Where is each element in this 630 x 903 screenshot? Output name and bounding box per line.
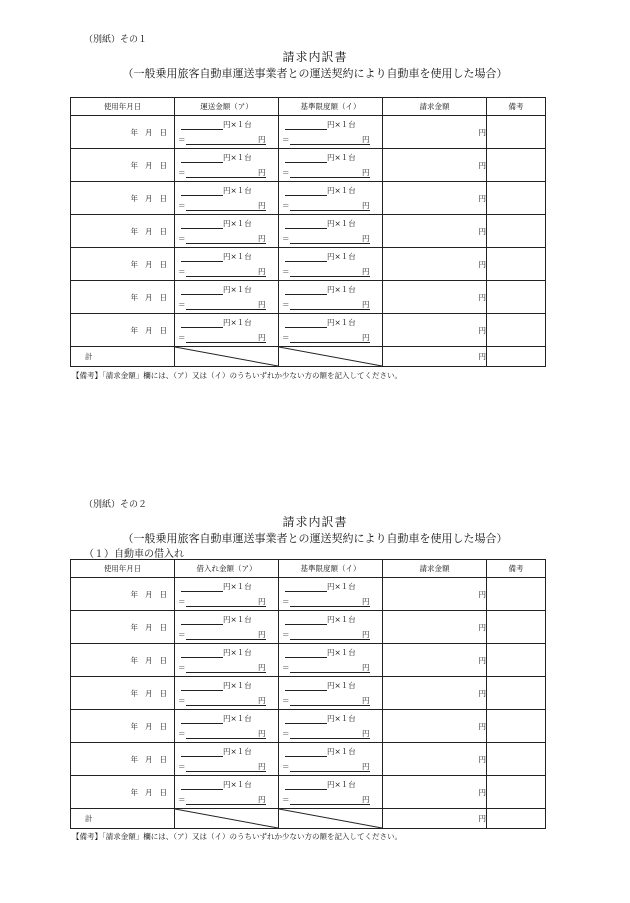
yen-blank: 円 <box>290 596 370 607</box>
yen-blank: 円 <box>290 134 370 145</box>
total-label: 計 <box>71 809 175 829</box>
equals-sign: ＝ <box>178 300 186 309</box>
diagonal-line <box>175 809 278 828</box>
total-line <box>178 266 272 277</box>
unit-price-line <box>285 680 379 691</box>
limit-cell[interactable] <box>279 776 383 809</box>
total-line <box>282 167 376 178</box>
blank-line <box>181 681 223 691</box>
diagonal-line <box>175 347 278 366</box>
header-claim: 請求金額 <box>383 98 487 116</box>
unit-price-line <box>181 284 275 295</box>
total-line <box>282 134 376 145</box>
blank-line <box>181 318 223 328</box>
limit-cell[interactable] <box>279 743 383 776</box>
remarks-cell[interactable] <box>487 149 546 182</box>
total-line <box>178 233 272 244</box>
equals-sign: ＝ <box>282 762 290 771</box>
yen-blank: 円 <box>290 233 370 244</box>
blank-line <box>285 318 327 328</box>
per-unit-text: 円×１台 <box>223 252 252 261</box>
yen-blank: 円 <box>290 200 370 211</box>
total-line <box>178 299 272 310</box>
date-cell[interactable]: 年月日 <box>71 149 175 182</box>
equals-sign: ＝ <box>282 597 290 606</box>
yen-blank: 円 <box>186 233 266 244</box>
per-unit-text: 円×１台 <box>327 582 356 591</box>
date-cell[interactable]: 年月日 <box>71 116 175 149</box>
total-line <box>178 761 272 772</box>
unit-price-line <box>181 251 275 262</box>
amount-cell[interactable] <box>175 182 279 215</box>
per-unit-text: 円×１台 <box>223 318 252 327</box>
crossed-cell <box>279 347 383 367</box>
header-limit: 基準限度額（イ） <box>279 98 383 116</box>
remarks-cell[interactable] <box>487 248 546 281</box>
total-line <box>282 695 376 706</box>
yen-blank: 円 <box>186 167 266 178</box>
per-unit-text: 円×１台 <box>223 186 252 195</box>
blank-line <box>285 219 327 229</box>
amount-cell[interactable] <box>175 215 279 248</box>
header-date: 使用年月日 <box>71 560 175 578</box>
per-unit-text: 円×１台 <box>327 219 356 228</box>
total-row <box>71 809 546 829</box>
unit-price-line <box>285 152 379 163</box>
header-remarks: 備考 <box>487 98 546 116</box>
per-unit-text: 円×１台 <box>223 153 252 162</box>
blank-line <box>285 153 327 163</box>
remarks-cell[interactable] <box>487 644 546 677</box>
date-cell[interactable]: 年月日 <box>71 677 175 710</box>
unit-price-line <box>181 581 275 592</box>
per-unit-text: 円×１台 <box>223 582 252 591</box>
per-unit-text: 円×１台 <box>223 747 252 756</box>
remarks-cell[interactable] <box>487 677 546 710</box>
per-unit-text: 円×１台 <box>327 615 356 624</box>
equals-sign: ＝ <box>178 795 186 804</box>
equals-sign: ＝ <box>178 696 186 705</box>
claim-cell[interactable]: 円 <box>383 215 487 248</box>
crossed-cell <box>175 809 279 829</box>
claim-cell[interactable]: 円 <box>383 182 487 215</box>
amount-cell[interactable] <box>175 314 279 347</box>
unit-price-line <box>285 713 379 724</box>
unit-price-line <box>181 680 275 691</box>
claim-cell[interactable]: 円 <box>383 314 487 347</box>
blank-line <box>285 648 327 658</box>
yen-blank: 円 <box>290 629 370 640</box>
per-unit-text: 円×１台 <box>223 681 252 690</box>
yen-blank: 円 <box>186 200 266 211</box>
header-remarks: 備考 <box>487 560 546 578</box>
section-heading: （１）自動車の借入れ <box>84 549 184 560</box>
limit-cell[interactable] <box>279 248 383 281</box>
remarks-cell[interactable] <box>487 611 546 644</box>
table-header-row <box>71 560 546 578</box>
date-cell[interactable]: 年月日 <box>71 776 175 809</box>
equals-sign: ＝ <box>178 267 186 276</box>
equals-sign: ＝ <box>178 762 186 771</box>
breakdown-table <box>70 559 546 829</box>
blank-line <box>181 615 223 625</box>
yen-blank: 円 <box>186 761 266 772</box>
document-title: 請求内訳書 <box>282 50 348 64</box>
per-unit-text: 円×１台 <box>327 153 356 162</box>
table-row <box>71 215 546 248</box>
date-cell[interactable]: 年月日 <box>71 314 175 347</box>
blank-line <box>181 153 223 163</box>
table-row <box>71 677 546 710</box>
equals-sign: ＝ <box>282 795 290 804</box>
remarks-cell[interactable] <box>487 116 546 149</box>
unit-price-line <box>181 746 275 757</box>
per-unit-text: 円×１台 <box>327 285 356 294</box>
table-header-row <box>71 98 546 116</box>
remarks-cell[interactable] <box>487 182 546 215</box>
amount-cell[interactable] <box>175 677 279 710</box>
claim-cell[interactable]: 円 <box>383 644 487 677</box>
yen-blank: 円 <box>186 728 266 739</box>
total-claim-cell[interactable]: 円 <box>383 347 487 367</box>
unit-price-line <box>181 119 275 130</box>
per-unit-text: 円×１台 <box>223 219 252 228</box>
blank-line <box>181 219 223 229</box>
equals-sign: ＝ <box>178 234 186 243</box>
claim-cell[interactable]: 円 <box>383 578 487 611</box>
table-row <box>71 248 546 281</box>
limit-cell[interactable] <box>279 710 383 743</box>
amount-cell[interactable] <box>175 248 279 281</box>
remarks-cell[interactable] <box>487 314 546 347</box>
table-body <box>71 116 546 367</box>
limit-cell[interactable] <box>279 116 383 149</box>
yen-blank: 円 <box>186 794 266 805</box>
limit-cell[interactable] <box>279 314 383 347</box>
blank-line <box>285 615 327 625</box>
blank-line <box>181 252 223 262</box>
yen-blank: 円 <box>186 134 266 145</box>
total-line <box>178 695 272 706</box>
blank-line <box>285 252 327 262</box>
total-claim-cell[interactable]: 円 <box>383 809 487 829</box>
unit-price-line <box>285 779 379 790</box>
diagonal-line <box>279 347 382 366</box>
limit-cell[interactable] <box>279 611 383 644</box>
unit-price-line <box>285 581 379 592</box>
remarks-cell[interactable] <box>487 710 546 743</box>
equals-sign: ＝ <box>178 168 186 177</box>
total-line <box>282 761 376 772</box>
blank-line <box>181 285 223 295</box>
table-row <box>71 149 546 182</box>
remarks-cell[interactable] <box>487 215 546 248</box>
per-unit-text: 円×１台 <box>327 252 356 261</box>
total-line <box>282 299 376 310</box>
yen-blank: 円 <box>290 761 370 772</box>
equals-sign: ＝ <box>282 168 290 177</box>
blank-line <box>285 120 327 130</box>
total-line <box>282 662 376 673</box>
remarks-note: 【備考】「請求金額」欄には、（ア）又は（イ）のうちいずれか少ない方の額を記入してください。 <box>72 371 402 380</box>
yen-blank: 円 <box>290 728 370 739</box>
amount-cell[interactable] <box>175 281 279 314</box>
yen-blank: 円 <box>186 596 266 607</box>
table-row <box>71 743 546 776</box>
remarks-note: 【備考】「請求金額」欄には、（ア）又は（イ）のうちいずれか少ない方の額を記入してください。 <box>72 832 402 841</box>
limit-cell[interactable] <box>279 215 383 248</box>
yen-blank: 円 <box>186 629 266 640</box>
amount-cell[interactable] <box>175 776 279 809</box>
remarks-cell[interactable] <box>487 578 546 611</box>
date-cell[interactable]: 年月日 <box>71 248 175 281</box>
total-row <box>71 347 546 367</box>
equals-sign: ＝ <box>178 135 186 144</box>
blank-line <box>285 780 327 790</box>
yen-blank: 円 <box>290 299 370 310</box>
blank-line <box>181 120 223 130</box>
claim-cell[interactable]: 円 <box>383 281 487 314</box>
total-line <box>282 728 376 739</box>
per-unit-text: 円×１台 <box>223 285 252 294</box>
amount-cell[interactable] <box>175 116 279 149</box>
diagonal-line <box>279 809 382 828</box>
blank-line <box>285 582 327 592</box>
claim-cell[interactable]: 円 <box>383 116 487 149</box>
unit-price-line <box>181 317 275 328</box>
amount-cell[interactable] <box>175 743 279 776</box>
date-cell[interactable]: 年月日 <box>71 182 175 215</box>
total-remarks-cell[interactable] <box>487 809 546 829</box>
crossed-cell <box>175 347 279 367</box>
per-unit-text: 円×１台 <box>327 648 356 657</box>
per-unit-text: 円×１台 <box>223 648 252 657</box>
blank-line <box>181 780 223 790</box>
date-cell[interactable]: 年月日 <box>71 743 175 776</box>
total-line <box>282 266 376 277</box>
unit-price-line <box>181 185 275 196</box>
table-body <box>71 578 546 829</box>
unit-price-line <box>285 746 379 757</box>
unit-price-line <box>285 614 379 625</box>
attachment-label: （別紙）その２ <box>84 500 148 510</box>
amount-cell[interactable] <box>175 578 279 611</box>
limit-cell[interactable] <box>279 644 383 677</box>
limit-cell[interactable] <box>279 281 383 314</box>
equals-sign: ＝ <box>282 333 290 342</box>
per-unit-text: 円×１台 <box>327 747 356 756</box>
yen-blank: 円 <box>186 266 266 277</box>
unit-price-line <box>285 119 379 130</box>
unit-price-line <box>181 779 275 790</box>
unit-price-line <box>285 647 379 658</box>
equals-sign: ＝ <box>282 630 290 639</box>
yen-blank: 円 <box>290 266 370 277</box>
equals-sign: ＝ <box>178 333 186 342</box>
claim-cell[interactable]: 円 <box>383 776 487 809</box>
crossed-cell <box>279 809 383 829</box>
total-line <box>282 200 376 211</box>
equals-sign: ＝ <box>282 135 290 144</box>
per-unit-text: 円×１台 <box>223 615 252 624</box>
yen-blank: 円 <box>186 662 266 673</box>
header-limit: 基準限度額（イ） <box>279 560 383 578</box>
blank-line <box>181 714 223 724</box>
per-unit-text: 円×１台 <box>327 780 356 789</box>
equals-sign: ＝ <box>178 201 186 210</box>
per-unit-text: 円×１台 <box>327 318 356 327</box>
total-line <box>178 167 272 178</box>
equals-sign: ＝ <box>178 597 186 606</box>
equals-sign: ＝ <box>282 729 290 738</box>
document-title: 請求内訳書 <box>282 515 348 529</box>
unit-price-line <box>285 251 379 262</box>
yen-blank: 円 <box>186 332 266 343</box>
limit-cell[interactable] <box>279 149 383 182</box>
total-line <box>178 794 272 805</box>
total-line <box>282 596 376 607</box>
claim-cell[interactable]: 円 <box>383 743 487 776</box>
header-amount: 運送金額（ア） <box>175 98 279 116</box>
header-amount: 借入れ金額（ア） <box>175 560 279 578</box>
unit-price-line <box>181 218 275 229</box>
per-unit-text: 円×１台 <box>327 681 356 690</box>
date-cell[interactable]: 年月日 <box>71 281 175 314</box>
per-unit-text: 円×１台 <box>223 780 252 789</box>
equals-sign: ＝ <box>282 201 290 210</box>
total-line <box>178 332 272 343</box>
total-line <box>178 200 272 211</box>
equals-sign: ＝ <box>282 696 290 705</box>
total-line <box>178 134 272 145</box>
table-row <box>71 644 546 677</box>
claim-cell[interactable]: 円 <box>383 149 487 182</box>
total-line <box>282 794 376 805</box>
header-claim: 請求金額 <box>383 560 487 578</box>
blank-line <box>285 681 327 691</box>
claim-cell[interactable]: 円 <box>383 248 487 281</box>
table-row <box>71 182 546 215</box>
yen-blank: 円 <box>290 662 370 673</box>
remarks-cell[interactable] <box>487 281 546 314</box>
header-date: 使用年月日 <box>71 98 175 116</box>
total-line <box>282 233 376 244</box>
unit-price-line <box>181 713 275 724</box>
equals-sign: ＝ <box>178 729 186 738</box>
date-cell[interactable]: 年月日 <box>71 215 175 248</box>
unit-price-line <box>285 218 379 229</box>
claim-cell[interactable]: 円 <box>383 710 487 743</box>
amount-cell[interactable] <box>175 644 279 677</box>
limit-cell[interactable] <box>279 578 383 611</box>
blank-line <box>285 747 327 757</box>
amount-cell[interactable] <box>175 611 279 644</box>
total-line <box>178 596 272 607</box>
yen-blank: 円 <box>186 695 266 706</box>
amount-cell[interactable] <box>175 149 279 182</box>
limit-cell[interactable] <box>279 182 383 215</box>
per-unit-text: 円×１台 <box>327 120 356 129</box>
equals-sign: ＝ <box>282 267 290 276</box>
equals-sign: ＝ <box>282 663 290 672</box>
table-row <box>71 281 546 314</box>
remarks-cell[interactable] <box>487 743 546 776</box>
breakdown-table <box>70 97 546 367</box>
equals-sign: ＝ <box>178 630 186 639</box>
unit-price-line <box>181 614 275 625</box>
yen-blank: 円 <box>290 332 370 343</box>
blank-line <box>181 648 223 658</box>
document-subtitle: （一般乗用旅客自動車運送事業者との運送契約により自動車を使用した場合） <box>122 532 508 545</box>
table-row <box>71 710 546 743</box>
table-row <box>71 314 546 347</box>
claim-cell[interactable]: 円 <box>383 677 487 710</box>
date-cell[interactable]: 年月日 <box>71 710 175 743</box>
unit-price-line <box>285 185 379 196</box>
claim-cell[interactable]: 円 <box>383 611 487 644</box>
table-row <box>71 776 546 809</box>
unit-price-line <box>285 284 379 295</box>
total-remarks-cell[interactable] <box>487 347 546 367</box>
equals-sign: ＝ <box>282 300 290 309</box>
blank-line <box>285 285 327 295</box>
total-line <box>282 629 376 640</box>
limit-cell[interactable] <box>279 677 383 710</box>
yen-blank: 円 <box>290 695 370 706</box>
blank-line <box>181 582 223 592</box>
total-line <box>178 728 272 739</box>
amount-cell[interactable] <box>175 710 279 743</box>
per-unit-text: 円×１台 <box>327 186 356 195</box>
date-cell[interactable]: 年月日 <box>71 611 175 644</box>
date-cell[interactable]: 年月日 <box>71 644 175 677</box>
per-unit-text: 円×１台 <box>327 714 356 723</box>
table-row <box>71 611 546 644</box>
table-row <box>71 116 546 149</box>
blank-line <box>285 714 327 724</box>
total-line <box>282 332 376 343</box>
equals-sign: ＝ <box>282 234 290 243</box>
total-line <box>178 629 272 640</box>
yen-blank: 円 <box>290 167 370 178</box>
yen-blank: 円 <box>290 794 370 805</box>
per-unit-text: 円×１台 <box>223 714 252 723</box>
total-label: 計 <box>71 347 175 367</box>
unit-price-line <box>285 317 379 328</box>
remarks-cell[interactable] <box>487 776 546 809</box>
table-row <box>71 578 546 611</box>
unit-price-line <box>181 152 275 163</box>
per-unit-text: 円×１台 <box>223 120 252 129</box>
blank-line <box>285 186 327 196</box>
blank-line <box>181 747 223 757</box>
total-line <box>178 662 272 673</box>
equals-sign: ＝ <box>178 663 186 672</box>
attachment-label: （別紙）その１ <box>84 35 148 45</box>
date-cell[interactable]: 年月日 <box>71 578 175 611</box>
blank-line <box>181 186 223 196</box>
yen-blank: 円 <box>186 299 266 310</box>
document-subtitle: （一般乗用旅客自動車運送事業者との運送契約により自動車を使用した場合） <box>122 67 508 80</box>
unit-price-line <box>181 647 275 658</box>
